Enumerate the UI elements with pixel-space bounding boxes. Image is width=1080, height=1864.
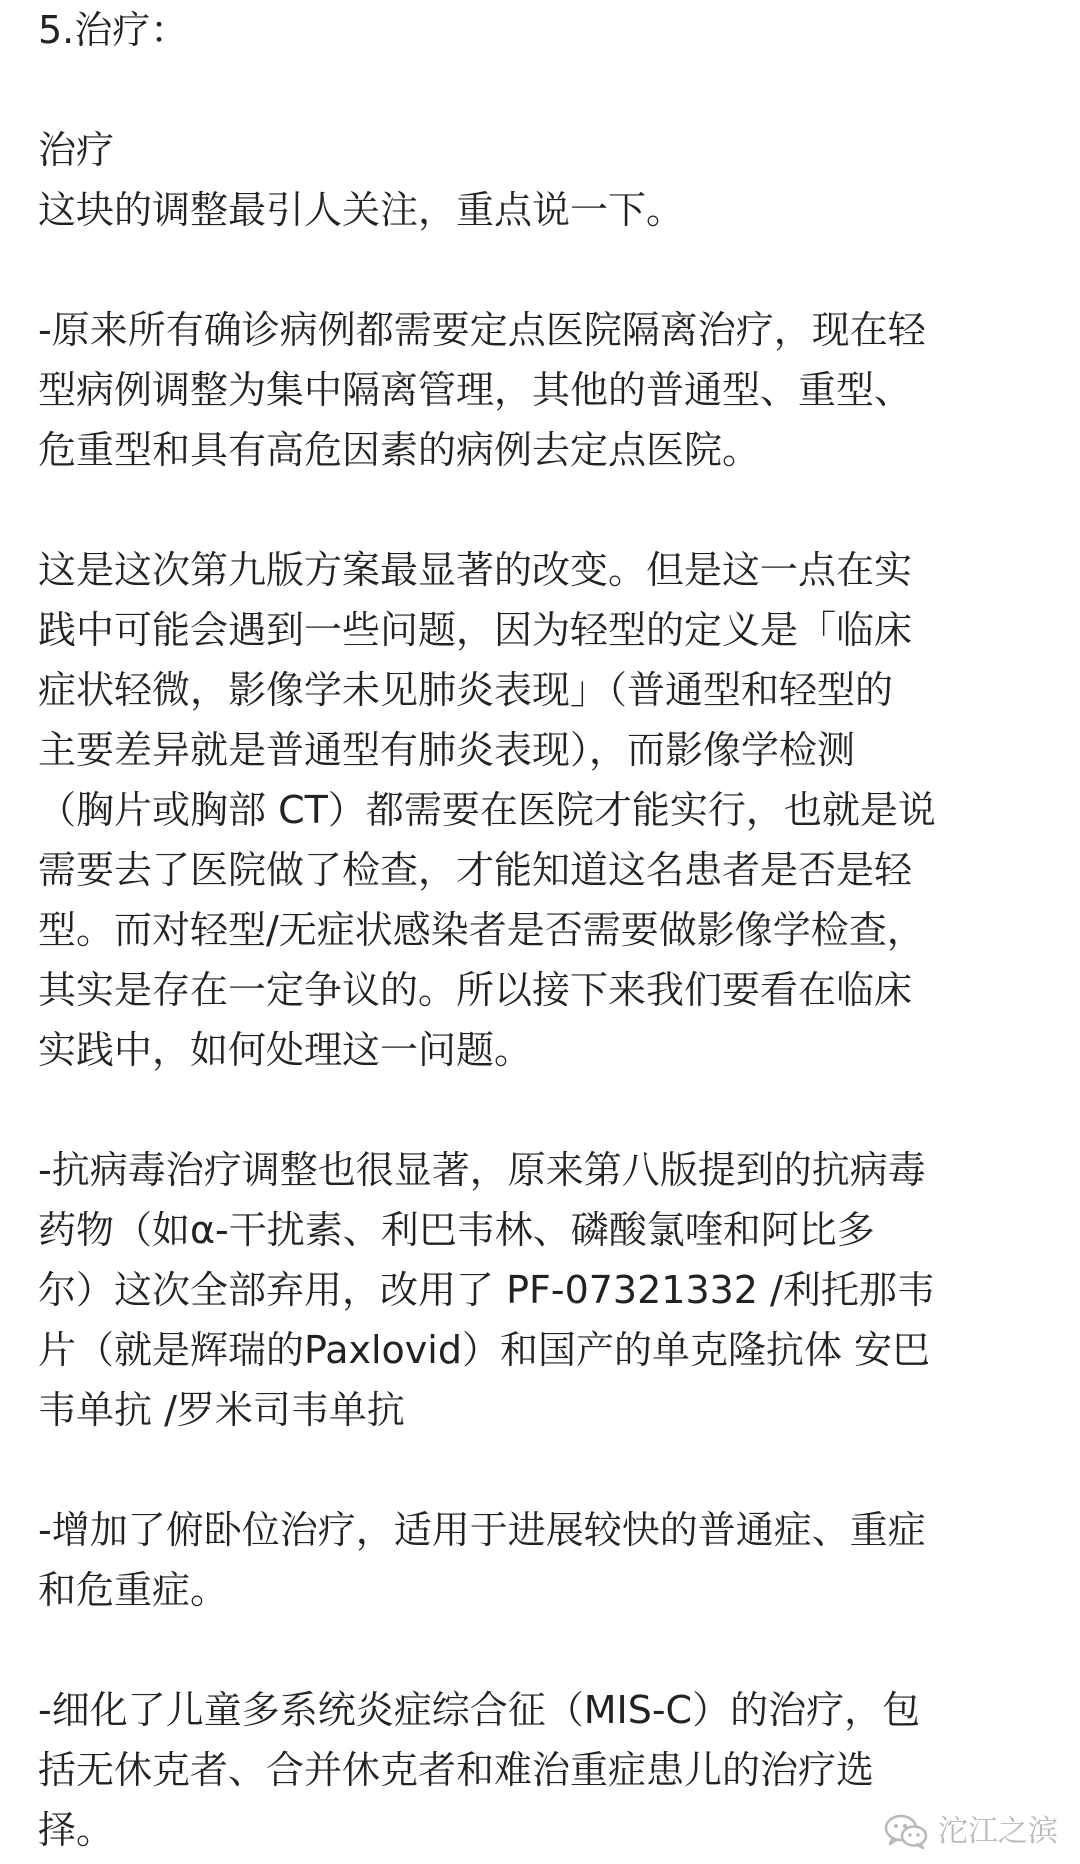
paragraph-gap [38, 60, 1048, 120]
paragraph-line: 型。而对轻型/无症状感染者是否需要做影像学检查， [38, 908, 925, 952]
watermark-text: 沱江之滨 [938, 1814, 1058, 1849]
paragraph-line: -原来所有确诊病例都需要定点医院隔离治疗，现在轻 [38, 308, 926, 352]
paragraph-line: 型病例调整为集中隔离管理，其他的普通型、重型、 [38, 368, 913, 412]
paragraph-line: 尔）这次全部弃用，改用了 PF-07321332 /利托那韦 [38, 1268, 935, 1312]
paragraph-line: 需要去了医院做了检查，才能知道这名患者是否是轻 [38, 848, 913, 892]
paragraph-line: （胸片或胸部 CT）都需要在医院才能实行，也就是说 [38, 788, 936, 832]
paragraph-line: 实践中，如何处理这一问题。 [38, 1028, 533, 1072]
paragraph-gap [38, 240, 1048, 300]
paragraph-line: -细化了儿童多系统炎症综合征（MIS-C）的治疗，包 [38, 1688, 921, 1732]
watermark [884, 1812, 1058, 1852]
paragraph-line: 括无休克者、合并休克者和难治重症患儿的治疗选 [38, 1748, 875, 1792]
paragraph-gap [38, 1080, 1048, 1140]
paragraph-line: 片（就是辉瑞的Paxlovid）和国产的单克隆抗体 安巴 [38, 1328, 931, 1372]
wechat-icon [884, 1814, 928, 1850]
paragraph-line: 主要差异就是普通型有肺炎表现），而影像学检测 [38, 728, 856, 772]
paragraph-line: 和危重症。 [38, 1568, 229, 1612]
paragraph-gap [38, 1620, 1048, 1680]
paragraph-line: 择。 [38, 1808, 115, 1852]
paragraph-line: 症状轻微，影像学未见肺炎表现」（普通型和轻型的 [38, 668, 894, 712]
paragraph-line: -增加了俯卧位治疗，适用于进展较快的普通症、重症 [38, 1508, 926, 1552]
article-body [38, 0, 1048, 1860]
paragraph-line: 这是这次第九版方案最显著的改变。但是这一点在实 [38, 548, 913, 592]
paragraph-line: 危重型和具有高危因素的病例去定点医院。 [38, 428, 761, 472]
paragraph-gap [38, 1440, 1048, 1500]
paragraph-line: 韦单抗 /罗米司韦单抗 [38, 1388, 405, 1432]
paragraph-line: 践中可能会遇到一些问题，因为轻型的定义是「临床 [38, 608, 913, 652]
subheading: 治疗 [38, 128, 115, 172]
paragraph-line: 其实是存在一定争议的。所以接下来我们要看在临床 [38, 968, 913, 1012]
paragraph-line: 这块的调整最引人关注，重点说一下。 [38, 188, 685, 232]
paragraph-line: 药物（如α-干扰素、利巴韦林、磷酸氯喹和阿比多 [38, 1208, 875, 1252]
paragraph-line: -抗病毒治疗调整也很显著，原来第八版提到的抗病毒 [38, 1148, 926, 1192]
paragraph-gap [38, 480, 1048, 540]
section-heading: 5.治疗： [38, 8, 189, 52]
